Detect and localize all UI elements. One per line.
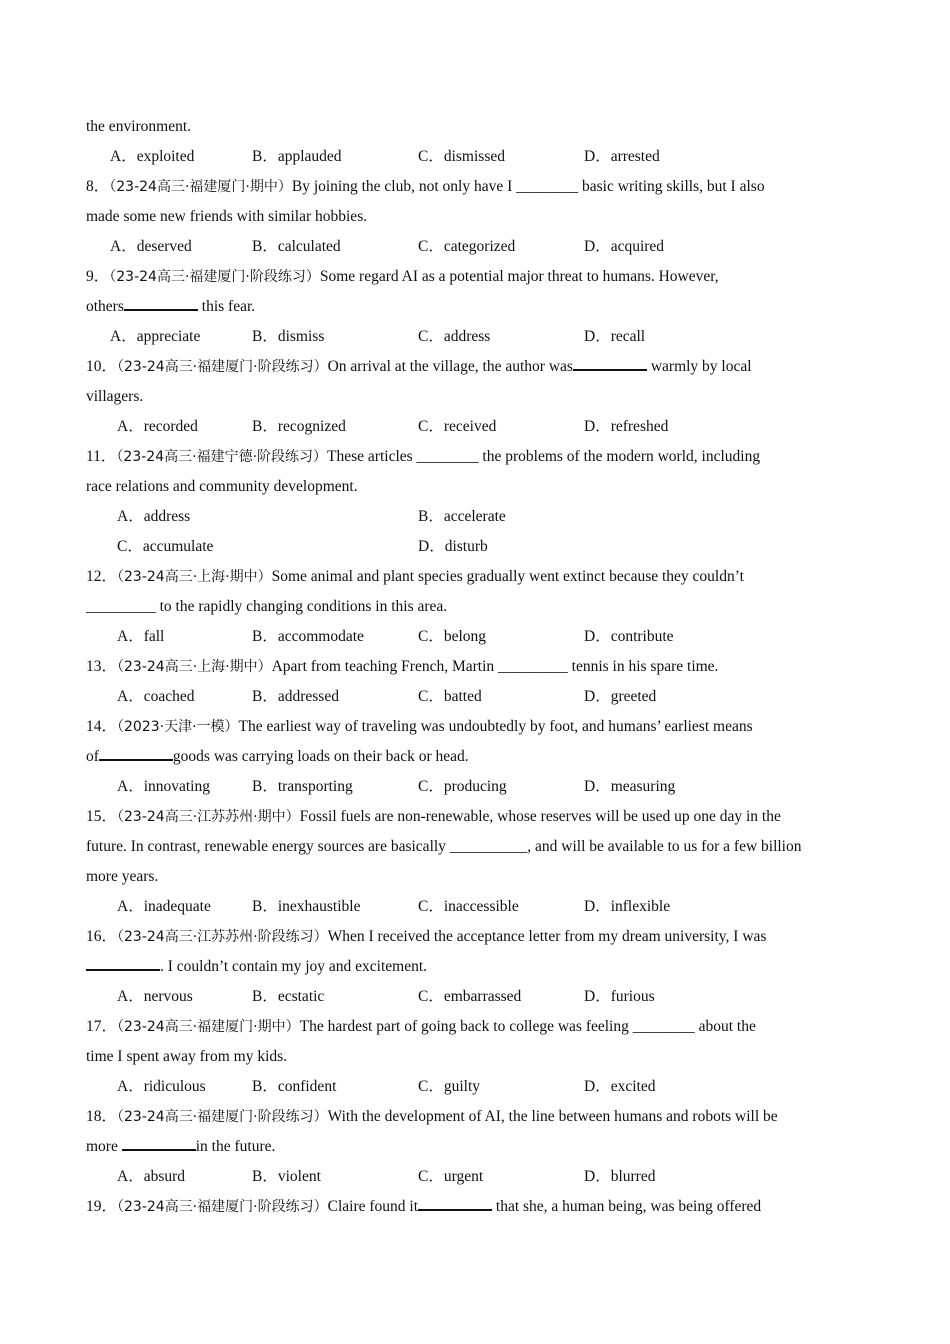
q11-stem-line-1 — [86, 442, 866, 472]
q8-number: 8． — [86, 178, 110, 195]
q17-option-a[interactable]: A．ridiculous — [117, 1078, 206, 1095]
q18-answer-blank[interactable] — [122, 1148, 196, 1151]
q12-option-b[interactable]: B．accommodate — [252, 628, 364, 645]
q10-text-b: villagers. — [86, 388, 144, 405]
q18-number: 18． — [86, 1108, 118, 1125]
q12-option-a[interactable]: A．fall — [117, 628, 165, 645]
q14-number: 14． — [86, 718, 118, 735]
q14-answer-blank[interactable] — [99, 758, 173, 761]
q18-option-c[interactable]: C．urgent — [418, 1168, 484, 1185]
q15-options — [86, 892, 866, 922]
q11-option-d[interactable]: D．disturb — [418, 538, 488, 555]
q12-number: 12． — [86, 568, 118, 585]
q13-text-a: Apart from teaching French, Martin _________ tennis in his spare time. — [271, 658, 719, 675]
q8-source: （23-24高三·福建厦门·期中） — [109, 179, 292, 195]
q14-stem-line-2 — [86, 742, 866, 772]
q7-option-b[interactable]: B．applauded — [252, 148, 342, 165]
q10-option-b[interactable]: B．recognized — [252, 418, 346, 435]
q7-option-d[interactable]: D．arrested — [584, 148, 660, 165]
q8-option-d[interactable]: D．acquired — [584, 238, 665, 255]
q16-options — [86, 982, 866, 1012]
q15-stem-line-1 — [86, 802, 866, 832]
q9-text-b2: this fear. — [197, 298, 256, 315]
q8-text-a: By joining the club, not only have I ________ basic writing skills, but I also — [291, 178, 765, 195]
q13-options — [86, 682, 866, 712]
q11-option-a[interactable]: A．address — [117, 508, 191, 525]
q13-source: （23-24高三·上海·期中） — [117, 659, 272, 675]
q11-text-b: race relations and community development. — [86, 478, 358, 495]
q16-stem-line-1 — [86, 922, 866, 952]
q18-option-d[interactable]: D．blurred — [584, 1168, 656, 1185]
q15-option-d[interactable]: D．inflexible — [584, 898, 671, 915]
q13-option-d[interactable]: D．greeted — [584, 688, 657, 705]
q16-text-b: . I couldn’t contain my joy and excitement. — [160, 958, 428, 975]
q11-options-row-2 — [86, 532, 866, 562]
q8-stem-line-2 — [86, 202, 866, 232]
q7-options — [86, 142, 866, 172]
q9-stem-line-1 — [86, 262, 866, 292]
q9-text-b1: others — [86, 298, 124, 315]
q18-stem-line-1 — [86, 1102, 866, 1132]
q10-option-d[interactable]: D．refreshed — [584, 418, 669, 435]
q11-number: 11． — [86, 448, 117, 465]
q13-stem-line-1 — [86, 652, 866, 682]
q19-text-a1: Claire found it — [327, 1198, 419, 1215]
q10-answer-blank[interactable] — [573, 368, 647, 371]
q15-text-a: Fossil fuels are non-renewable, whose reserves will be used up one day in the — [299, 808, 781, 825]
q8-text-b: made some new friends with similar hobbies. — [86, 208, 368, 225]
q18-source: （23-24高三·福建厦门·阶段练习） — [117, 1109, 328, 1125]
q17-option-d[interactable]: D．excited — [584, 1078, 656, 1095]
q17-text-a: The hardest part of going back to college was feeling ________ about the — [299, 1018, 756, 1035]
q15-option-a[interactable]: A．inadequate — [117, 898, 211, 915]
q18-option-a[interactable]: A．absurd — [117, 1168, 186, 1185]
q14-text-a: The earliest way of traveling was undoubtedly by foot, and humans’ earliest means — [238, 718, 753, 735]
q10-text-a2: warmly by local — [646, 358, 752, 375]
q10-number: 10． — [86, 358, 118, 375]
q15-text-c: more years. — [86, 868, 159, 885]
q16-number: 16． — [86, 928, 118, 945]
q7-stem-text: the environment. — [86, 118, 192, 135]
q9-source: （23-24高三·福建厦门·阶段练习） — [109, 269, 320, 285]
q19-stem-line-1 — [86, 1192, 866, 1222]
q12-text-b: _________ to the rapidly changing conditions in this area. — [86, 598, 448, 615]
q14-option-a[interactable]: A．innovating — [117, 778, 210, 795]
q18-text-b2: in the future. — [195, 1138, 276, 1155]
q9-option-d[interactable]: D．recall — [584, 328, 646, 345]
q9-number: 9． — [86, 268, 110, 285]
q10-stem-line-1 — [86, 352, 866, 382]
q16-answer-blank[interactable] — [86, 968, 160, 971]
q9-options — [86, 322, 866, 352]
question-page — [86, 112, 866, 1222]
q17-options — [86, 1072, 866, 1102]
q16-text-a: When I received the acceptance letter from my dream university, I was — [327, 928, 767, 945]
q17-source: （23-24高三·福建厦门·期中） — [117, 1019, 300, 1035]
q8-option-b[interactable]: B．calculated — [252, 238, 341, 255]
q11-stem-line-2 — [86, 472, 866, 502]
q15-number: 15． — [86, 808, 118, 825]
q11-option-c[interactable]: C．accumulate — [117, 538, 214, 555]
q18-option-b[interactable]: B．violent — [252, 1168, 321, 1185]
q9-option-c[interactable]: C．address — [418, 328, 491, 345]
q11-source: （23-24高三·福建宁德·阶段练习） — [116, 449, 328, 465]
q15-stem-line-2 — [86, 832, 866, 862]
q13-number: 13． — [86, 658, 118, 675]
q8-option-c[interactable]: C．categorized — [418, 238, 516, 255]
q14-options — [86, 772, 866, 802]
q15-text-b: future. In contrast, renewable energy sources are basically __________, and will be available to us for a few billion — [86, 838, 802, 855]
q7-option-a[interactable]: A．exploited — [110, 148, 195, 165]
q16-option-a[interactable]: A．nervous — [117, 988, 193, 1005]
q12-options — [86, 622, 866, 652]
q17-option-c[interactable]: C．guilty — [418, 1078, 481, 1095]
q14-text-b2: goods was carrying loads on their back or head. — [172, 748, 469, 765]
q12-source: （23-24高三·上海·期中） — [117, 569, 272, 585]
q16-option-c[interactable]: C．embarrassed — [418, 988, 522, 1005]
q19-answer-blank[interactable] — [418, 1208, 492, 1211]
q11-option-b[interactable]: B．accelerate — [418, 508, 506, 525]
q14-source: （2023·天津·一模） — [117, 719, 239, 735]
q14-text-b1: of — [86, 748, 99, 765]
q17-number: 17． — [86, 1018, 118, 1035]
q9-stem-line-2 — [86, 292, 866, 322]
q8-stem-line-1 — [86, 172, 866, 202]
q13-option-b[interactable]: B．addressed — [252, 688, 339, 705]
q16-option-b[interactable]: B．ecstatic — [252, 988, 325, 1005]
q17-option-b[interactable]: B．confident — [252, 1078, 337, 1095]
q15-option-b[interactable]: B．inexhaustible — [252, 898, 361, 915]
q16-stem-line-2 — [86, 952, 866, 982]
q10-options — [86, 412, 866, 442]
q10-stem-line-2 — [86, 382, 866, 412]
q11-text-a: These articles ________ the problems of the modern world, including — [327, 448, 761, 465]
q18-options — [86, 1162, 866, 1192]
q12-stem-line-2 — [86, 592, 866, 622]
q16-option-d[interactable]: D．furious — [584, 988, 655, 1005]
q14-option-b[interactable]: B．transporting — [252, 778, 353, 795]
q19-source: （23-24高三·福建厦门·阶段练习） — [117, 1199, 328, 1215]
q13-option-a[interactable]: A．coached — [117, 688, 195, 705]
q12-option-c[interactable]: C．belong — [418, 628, 487, 645]
q15-option-c[interactable]: C．inaccessible — [418, 898, 519, 915]
q8-options — [86, 232, 866, 262]
q14-option-d[interactable]: D．measuring — [584, 778, 676, 795]
q15-source: （23-24高三·江苏苏州·期中） — [117, 809, 300, 825]
q18-text-a: With the development of AI, the line between humans and robots will be — [327, 1108, 778, 1125]
q8-option-a[interactable]: A．deserved — [110, 238, 192, 255]
q16-source: （23-24高三·江苏苏州·阶段练习） — [117, 929, 328, 945]
q12-option-d[interactable]: D．contribute — [584, 628, 674, 645]
q19-number: 19． — [86, 1198, 118, 1215]
q10-text-a1: On arrival at the village, the author was — [327, 358, 573, 375]
q10-option-c[interactable]: C．received — [418, 418, 497, 435]
q19-text-a2: that she, a human being, was being offered — [492, 1198, 762, 1215]
q15-stem-line-3 — [86, 862, 866, 892]
q18-stem-line-2 — [86, 1132, 866, 1162]
q7-stem-line — [86, 112, 866, 142]
q9-text-a: Some regard AI as a potential major threat to humans. However, — [319, 268, 719, 285]
q10-source: （23-24高三·福建厦门·阶段练习） — [117, 359, 328, 375]
q12-stem-line-1 — [86, 562, 866, 592]
q9-option-b[interactable]: B．dismiss — [252, 328, 325, 345]
q12-text-a: Some animal and plant species gradually went extinct because they couldn’t — [271, 568, 744, 585]
q10-option-a[interactable]: A．recorded — [117, 418, 198, 435]
q11-options-row-1 — [86, 502, 866, 532]
q14-stem-line-1 — [86, 712, 866, 742]
q9-answer-blank[interactable] — [124, 308, 198, 311]
q17-stem-line-1 — [86, 1012, 866, 1042]
q7-option-c[interactable]: C．dismissed — [418, 148, 505, 165]
q14-option-c[interactable]: C．producing — [418, 778, 507, 795]
q9-option-a[interactable]: A．appreciate — [110, 328, 201, 345]
q18-text-b1: more — [86, 1138, 122, 1155]
q17-stem-line-2 — [86, 1042, 866, 1072]
q17-text-b: time I spent away from my kids. — [86, 1048, 288, 1065]
q13-option-c[interactable]: C．batted — [418, 688, 482, 705]
